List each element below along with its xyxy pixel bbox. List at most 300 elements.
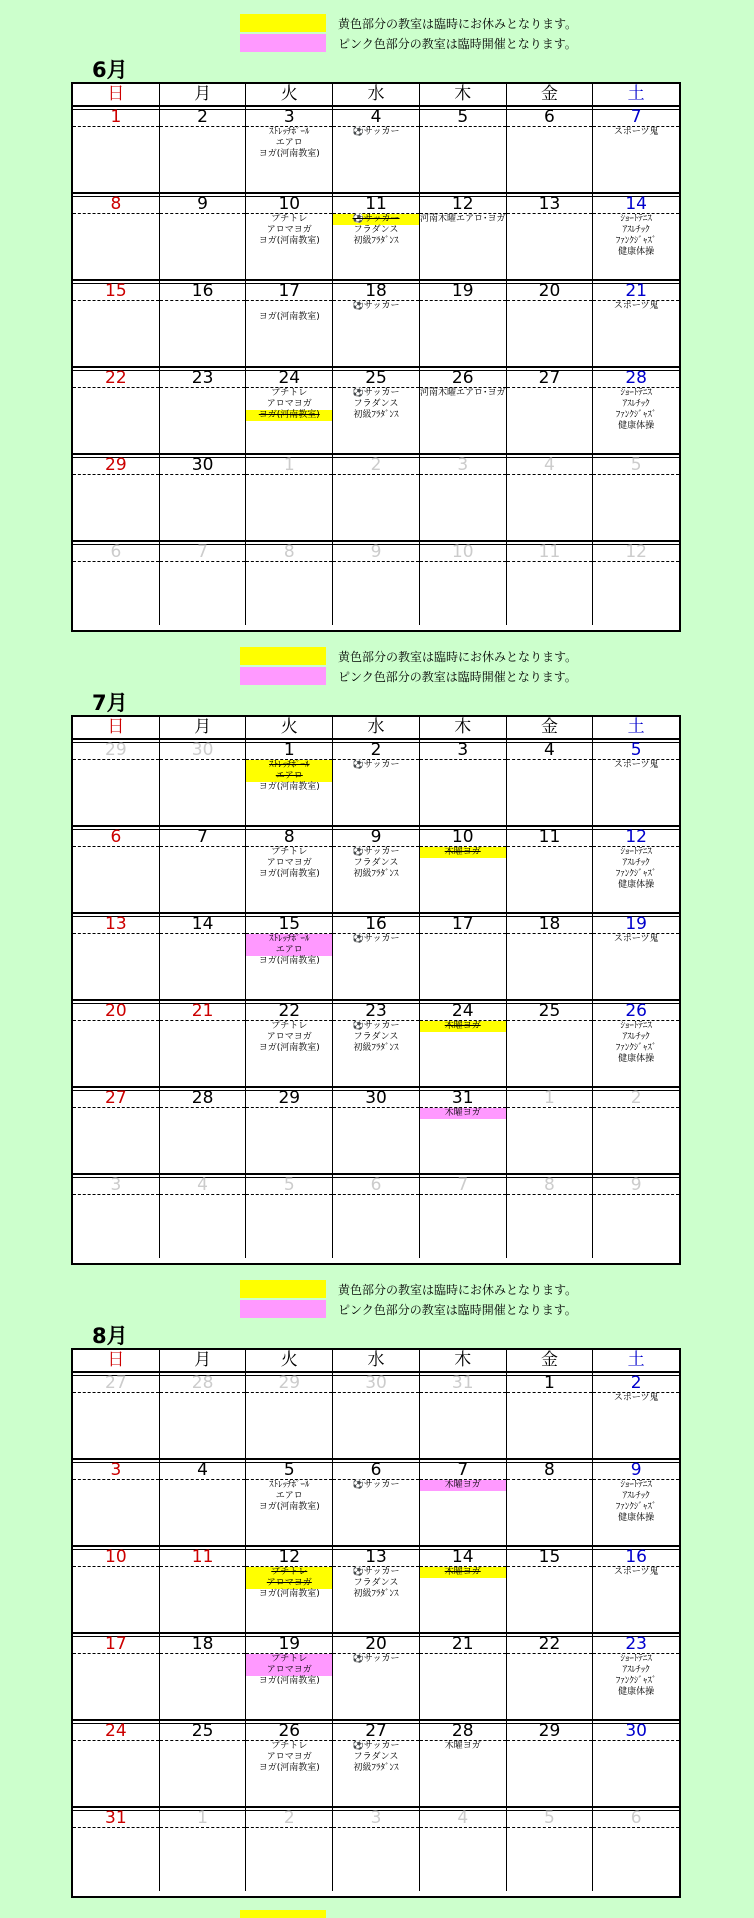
day-number: 4 bbox=[420, 1807, 506, 1828]
day-cell[interactable] bbox=[333, 1720, 420, 1806]
day-cell[interactable] bbox=[420, 1633, 507, 1719]
day-number: 11 bbox=[507, 826, 593, 847]
day-cell[interactable] bbox=[160, 193, 247, 279]
day-cell[interactable] bbox=[160, 826, 247, 912]
day-number: 12 bbox=[420, 193, 506, 214]
day-cell[interactable] bbox=[593, 193, 679, 279]
day-cell[interactable] bbox=[420, 1720, 507, 1806]
weekday-label: 木 bbox=[420, 84, 507, 105]
day-cell[interactable] bbox=[333, 541, 420, 625]
day-number: 14 bbox=[420, 1546, 506, 1567]
day-cell[interactable] bbox=[593, 1807, 679, 1891]
day-number: 13 bbox=[507, 193, 593, 214]
class-entry: ⚽サッカー bbox=[352, 760, 400, 770]
day-number: 28 bbox=[160, 1372, 246, 1393]
weekday-label: 月 bbox=[160, 1350, 247, 1371]
class-entry: スポーツ鬼 bbox=[613, 1393, 659, 1403]
day-number: 7 bbox=[160, 826, 246, 847]
class-entry: 健康体操 bbox=[618, 1513, 655, 1523]
day-number: 9 bbox=[593, 1174, 679, 1195]
day-number: 8 bbox=[507, 1459, 593, 1480]
day-cell[interactable] bbox=[333, 1372, 420, 1458]
day-cell[interactable] bbox=[333, 1633, 420, 1719]
day-cell[interactable] bbox=[420, 826, 507, 912]
day-cell[interactable] bbox=[420, 541, 507, 625]
class-entry: フラダンス bbox=[353, 858, 399, 868]
day-number: 1 bbox=[160, 1807, 246, 1828]
class-entry: ｱｽﾚﾁｯｸ bbox=[622, 399, 650, 409]
day-number: 1 bbox=[246, 454, 332, 475]
day-number: 1 bbox=[507, 1372, 593, 1393]
class-entry: スポーツ鬼 bbox=[613, 301, 659, 311]
day-cell[interactable] bbox=[507, 1372, 594, 1458]
day-cell[interactable] bbox=[420, 193, 507, 279]
legend-pink-swatch bbox=[240, 667, 326, 685]
day-number: 16 bbox=[160, 280, 246, 301]
weekday-label: 土 bbox=[627, 84, 645, 104]
class-entry: ⚽サッカー bbox=[352, 388, 400, 398]
day-number: 13 bbox=[333, 1546, 419, 1567]
class-entry: ⚽サッカー bbox=[352, 934, 400, 944]
day-number: 14 bbox=[593, 193, 679, 214]
day-cell[interactable] bbox=[160, 1174, 247, 1258]
class-entry: プチトレ bbox=[271, 1741, 308, 1751]
day-cell[interactable] bbox=[507, 1459, 594, 1545]
class-entry: プチトレ bbox=[246, 1654, 332, 1665]
class-entry: ⚽サッカー bbox=[352, 301, 400, 311]
class-entry: ｽﾄﾚｯﾁﾎﾟｰﾙ bbox=[269, 127, 310, 137]
day-cell[interactable] bbox=[160, 1000, 247, 1086]
day-cell[interactable] bbox=[246, 193, 333, 279]
day-number: 22 bbox=[507, 1633, 593, 1654]
day-cell[interactable] bbox=[593, 1087, 679, 1173]
day-number: 20 bbox=[507, 280, 593, 301]
day-cell[interactable] bbox=[246, 1372, 333, 1458]
day-cell[interactable] bbox=[593, 1174, 679, 1258]
class-entry: フラダンス bbox=[353, 1752, 399, 1762]
day-cell[interactable] bbox=[246, 1633, 333, 1719]
day-cell[interactable] bbox=[333, 1459, 420, 1545]
day-number: 11 bbox=[507, 541, 593, 562]
day-cell[interactable] bbox=[593, 913, 679, 999]
day-number: 26 bbox=[593, 1000, 679, 1021]
day-number: 8 bbox=[73, 193, 159, 214]
day-cell[interactable] bbox=[246, 1546, 333, 1632]
day-cell[interactable] bbox=[420, 1087, 507, 1173]
class-entry: ヨガ(河南教室) bbox=[258, 782, 320, 792]
day-cell[interactable] bbox=[246, 280, 333, 366]
day-cell[interactable] bbox=[246, 1087, 333, 1173]
day-number: 23 bbox=[333, 1000, 419, 1021]
day-cell[interactable] bbox=[333, 1174, 420, 1258]
legend-pink-text: ピンク色部分の教室は臨時開催となります。 bbox=[338, 670, 577, 684]
class-entry: ⚽サッカー bbox=[352, 1567, 400, 1577]
class-entry: 初級ﾌﾗﾀﾞﾝｽ bbox=[353, 1043, 399, 1053]
day-cell[interactable] bbox=[420, 1459, 507, 1545]
day-cell[interactable] bbox=[246, 1459, 333, 1545]
week-row bbox=[73, 1087, 679, 1174]
weekday-label: 水 bbox=[333, 1350, 420, 1371]
day-number: 3 bbox=[73, 1174, 159, 1195]
day-cell[interactable] bbox=[420, 913, 507, 999]
day-number: 25 bbox=[333, 367, 419, 388]
day-cell[interactable] bbox=[507, 1720, 594, 1806]
class-entry: スポーツ鬼 bbox=[613, 1567, 659, 1577]
class-entry: フラダンス bbox=[353, 1578, 399, 1588]
legend-pink-swatch bbox=[240, 1300, 326, 1318]
day-number: 5 bbox=[593, 454, 679, 475]
class-entry: アロマヨガ bbox=[266, 1752, 312, 1762]
day-cell[interactable] bbox=[246, 454, 333, 540]
day-cell[interactable] bbox=[160, 454, 247, 540]
day-number: 17 bbox=[73, 1633, 159, 1654]
day-cell[interactable] bbox=[593, 1000, 679, 1086]
class-entry: ﾌｧﾝｸｼﾞｬｽﾞ bbox=[615, 1676, 657, 1686]
class-entry: ｱｽﾚﾁｯｸ bbox=[622, 225, 650, 235]
weekday-label: 土 bbox=[627, 717, 645, 737]
day-number: 11 bbox=[160, 1546, 246, 1567]
day-cell[interactable] bbox=[593, 106, 679, 192]
class-entry: 木曜ヨガ bbox=[420, 1480, 506, 1491]
day-cell[interactable] bbox=[73, 1807, 160, 1891]
weekday-label: 金 bbox=[507, 717, 594, 738]
day-cell[interactable] bbox=[420, 1000, 507, 1086]
day-number: 10 bbox=[246, 193, 332, 214]
class-entry: アロマヨガ bbox=[266, 399, 312, 409]
day-cell[interactable] bbox=[593, 541, 679, 625]
weekday-label: 月 bbox=[160, 84, 247, 105]
day-cell[interactable] bbox=[593, 280, 679, 366]
day-cell[interactable] bbox=[507, 1633, 594, 1719]
day-cell[interactable] bbox=[73, 454, 160, 540]
class-entry: ヨガ(河南教室) bbox=[258, 1589, 320, 1599]
day-cell[interactable] bbox=[160, 541, 247, 625]
class-entry: ｱｽﾚﾁｯｸ bbox=[622, 1491, 650, 1501]
class-entry: フラダンス bbox=[353, 225, 399, 235]
week-row bbox=[73, 367, 679, 454]
day-number: 31 bbox=[420, 1372, 506, 1393]
day-cell[interactable] bbox=[73, 1546, 160, 1632]
day-number: 6 bbox=[73, 826, 159, 847]
legend-yellow-swatch-partial bbox=[240, 1910, 326, 1918]
day-number: 3 bbox=[420, 739, 506, 760]
day-cell[interactable] bbox=[420, 1174, 507, 1258]
weekday-label: 火 bbox=[246, 717, 333, 738]
class-entry: フラダンス bbox=[353, 399, 399, 409]
day-number: 27 bbox=[73, 1087, 159, 1108]
class-entry: ⚽サッカー bbox=[352, 847, 400, 857]
day-cell[interactable] bbox=[160, 913, 247, 999]
class-entry: 木曜ヨガ bbox=[420, 1021, 506, 1032]
day-cell[interactable] bbox=[593, 454, 679, 540]
week-row bbox=[73, 106, 679, 193]
day-cell[interactable] bbox=[593, 1459, 679, 1545]
legend-pink bbox=[240, 1300, 660, 1318]
day-cell[interactable] bbox=[73, 739, 160, 825]
class-entry: ﾌｧﾝｸｼﾞｬｽﾞ bbox=[615, 1043, 657, 1053]
day-number: 9 bbox=[593, 1459, 679, 1480]
day-cell[interactable] bbox=[507, 1000, 594, 1086]
weekday-label: 日 bbox=[73, 1350, 160, 1371]
day-number: 12 bbox=[593, 541, 679, 562]
class-entry: 健康体操 bbox=[618, 1054, 655, 1064]
class-entry: スポーツ鬼 bbox=[613, 760, 659, 770]
day-number: 5 bbox=[246, 1174, 332, 1195]
day-number: 19 bbox=[246, 1633, 332, 1654]
day-cell[interactable] bbox=[246, 1000, 333, 1086]
day-number: 18 bbox=[160, 1633, 246, 1654]
day-cell[interactable] bbox=[420, 280, 507, 366]
day-number: 28 bbox=[420, 1720, 506, 1741]
legend-pink-text: ピンク色部分の教室は臨時開催となります。 bbox=[338, 37, 577, 51]
day-cell[interactable] bbox=[420, 454, 507, 540]
class-entry: ｼｮｰﾄﾃﾆｽ bbox=[620, 1021, 652, 1031]
day-cell[interactable] bbox=[507, 913, 594, 999]
day-cell[interactable] bbox=[333, 1087, 420, 1173]
day-cell[interactable] bbox=[73, 1720, 160, 1806]
legend-yellow-swatch bbox=[240, 14, 326, 32]
day-number: 7 bbox=[420, 1174, 506, 1195]
legend-yellow bbox=[240, 647, 660, 665]
class-entry: 初級ﾌﾗﾀﾞﾝｽ bbox=[353, 1763, 399, 1773]
day-number: 5 bbox=[593, 739, 679, 760]
month-title: 6月 bbox=[92, 58, 128, 82]
day-cell[interactable] bbox=[593, 367, 679, 453]
day-number: 2 bbox=[160, 106, 246, 127]
day-number: 7 bbox=[160, 541, 246, 562]
day-cell[interactable] bbox=[246, 826, 333, 912]
month-title: 7月 bbox=[92, 691, 128, 715]
day-cell[interactable] bbox=[333, 1546, 420, 1632]
day-cell[interactable] bbox=[73, 1459, 160, 1545]
day-number: 3 bbox=[333, 1807, 419, 1828]
day-cell[interactable] bbox=[73, 1174, 160, 1258]
day-cell[interactable] bbox=[593, 1720, 679, 1806]
day-number: 23 bbox=[160, 367, 246, 388]
day-cell[interactable] bbox=[160, 739, 247, 825]
day-number: 20 bbox=[73, 1000, 159, 1021]
day-cell[interactable] bbox=[507, 1807, 594, 1891]
day-cell[interactable] bbox=[73, 280, 160, 366]
day-number: 7 bbox=[420, 1459, 506, 1480]
class-entry: 健康体操 bbox=[618, 1687, 655, 1697]
class-entry: ｽﾄﾚｯﾁﾎﾟｰﾙ bbox=[246, 934, 332, 945]
day-number: 21 bbox=[160, 1000, 246, 1021]
legend-yellow-text: 黄色部分の教室は臨時にお休みとなります。 bbox=[338, 17, 578, 31]
day-number: 5 bbox=[420, 106, 506, 127]
day-cell[interactable] bbox=[507, 454, 594, 540]
day-number: 6 bbox=[73, 541, 159, 562]
day-cell[interactable] bbox=[507, 541, 594, 625]
class-entry: ヨガ(河南教室) bbox=[258, 236, 320, 246]
class-entry: ⚽サッカー bbox=[352, 1741, 400, 1751]
class-entry: エアロ bbox=[275, 1491, 303, 1501]
legend-pink-text: ピンク色部分の教室は臨時開催となります。 bbox=[338, 1303, 577, 1317]
class-entry: ｼｮｰﾄﾃﾆｽ bbox=[620, 847, 652, 857]
day-cell[interactable] bbox=[160, 1459, 247, 1545]
day-cell[interactable] bbox=[593, 1633, 679, 1719]
day-cell[interactable] bbox=[593, 739, 679, 825]
day-cell[interactable] bbox=[507, 106, 594, 192]
day-cell[interactable] bbox=[73, 106, 160, 192]
day-cell[interactable] bbox=[246, 1720, 333, 1806]
day-number: 4 bbox=[333, 106, 419, 127]
day-number: 30 bbox=[160, 454, 246, 475]
day-cell[interactable] bbox=[593, 1546, 679, 1632]
class-entry: エアロ bbox=[246, 945, 332, 956]
day-cell[interactable] bbox=[420, 1372, 507, 1458]
day-cell[interactable] bbox=[73, 1372, 160, 1458]
day-cell[interactable] bbox=[507, 1546, 594, 1632]
week-row bbox=[73, 1546, 679, 1633]
class-entry: 木曜ヨガ bbox=[420, 1567, 506, 1578]
day-cell[interactable] bbox=[160, 1087, 247, 1173]
class-entry: プチトレ bbox=[246, 1567, 332, 1578]
day-cell[interactable] bbox=[333, 739, 420, 825]
day-cell[interactable] bbox=[420, 106, 507, 192]
day-cell[interactable] bbox=[593, 1372, 679, 1458]
day-cell[interactable] bbox=[246, 541, 333, 625]
day-number: 15 bbox=[73, 280, 159, 301]
class-entry: アロマヨガ bbox=[266, 1032, 312, 1042]
day-cell[interactable] bbox=[333, 454, 420, 540]
day-cell[interactable] bbox=[73, 367, 160, 453]
weekday-header bbox=[73, 1350, 679, 1372]
class-entry: ヨガ(河南教室) bbox=[258, 956, 320, 966]
calendar-grid bbox=[71, 1348, 681, 1898]
weekday-label: 金 bbox=[507, 84, 594, 105]
class-entry: ヨガ(河南教室) bbox=[258, 312, 320, 322]
class-entry: ﾌｧﾝｸｼﾞｬｽﾞ bbox=[615, 1502, 657, 1512]
day-cell[interactable] bbox=[333, 826, 420, 912]
day-cell[interactable] bbox=[160, 1546, 247, 1632]
class-entry: ﾌｧﾝｸｼﾞｬｽﾞ bbox=[615, 869, 657, 879]
day-cell[interactable] bbox=[246, 1174, 333, 1258]
day-number: 2 bbox=[593, 1372, 679, 1393]
class-entry: 初級ﾌﾗﾀﾞﾝｽ bbox=[353, 1589, 399, 1599]
day-cell[interactable] bbox=[333, 367, 420, 453]
day-cell[interactable] bbox=[246, 106, 333, 192]
day-cell[interactable] bbox=[73, 913, 160, 999]
week-row bbox=[73, 541, 679, 625]
day-number: 10 bbox=[73, 1546, 159, 1567]
day-number: 28 bbox=[160, 1087, 246, 1108]
day-number: 3 bbox=[420, 454, 506, 475]
day-cell[interactable] bbox=[507, 739, 594, 825]
day-cell[interactable] bbox=[246, 1807, 333, 1891]
day-cell[interactable] bbox=[420, 1546, 507, 1632]
class-entry: ｼｮｰﾄﾃﾆｽ bbox=[620, 1480, 652, 1490]
day-number: 6 bbox=[333, 1459, 419, 1480]
class-entry: 初級ﾌﾗﾀﾞﾝｽ bbox=[353, 869, 399, 879]
week-row bbox=[73, 193, 679, 280]
day-number: 1 bbox=[73, 106, 159, 127]
week-row bbox=[73, 1000, 679, 1087]
day-number: 15 bbox=[246, 913, 332, 934]
day-cell[interactable] bbox=[160, 1372, 247, 1458]
day-number: 17 bbox=[420, 913, 506, 934]
day-cell[interactable] bbox=[73, 1000, 160, 1086]
day-cell[interactable] bbox=[160, 367, 247, 453]
class-entry bbox=[246, 301, 332, 312]
day-number: 24 bbox=[73, 1720, 159, 1741]
day-cell[interactable] bbox=[593, 826, 679, 912]
day-cell[interactable] bbox=[333, 280, 420, 366]
day-cell[interactable] bbox=[420, 367, 507, 453]
class-entry: 健康体操 bbox=[618, 880, 655, 890]
day-cell[interactable] bbox=[160, 106, 247, 192]
day-number: 16 bbox=[593, 1546, 679, 1567]
day-cell[interactable] bbox=[333, 106, 420, 192]
day-number: 30 bbox=[333, 1372, 419, 1393]
day-cell[interactable] bbox=[507, 193, 594, 279]
week-row bbox=[73, 1633, 679, 1720]
day-cell[interactable] bbox=[333, 913, 420, 999]
class-entry: ｽﾄﾚｯﾁﾎﾟｰﾙ bbox=[269, 1480, 310, 1490]
day-number: 29 bbox=[246, 1087, 332, 1108]
day-cell[interactable] bbox=[420, 739, 507, 825]
class-entry: ｼｮｰﾄﾃﾆｽ bbox=[620, 214, 652, 224]
day-number: 7 bbox=[593, 106, 679, 127]
day-cell[interactable] bbox=[246, 367, 333, 453]
day-cell[interactable] bbox=[420, 1807, 507, 1891]
day-number: 15 bbox=[507, 1546, 593, 1567]
day-cell[interactable] bbox=[246, 913, 333, 999]
day-cell[interactable] bbox=[333, 193, 420, 279]
day-cell[interactable] bbox=[73, 826, 160, 912]
class-entry: ヨガ(河南教室) bbox=[258, 869, 320, 879]
day-cell[interactable] bbox=[333, 1000, 420, 1086]
legend-yellow-swatch bbox=[240, 647, 326, 665]
day-number: 3 bbox=[246, 106, 332, 127]
day-number: 6 bbox=[333, 1174, 419, 1195]
day-number: 24 bbox=[420, 1000, 506, 1021]
day-cell[interactable] bbox=[160, 1807, 247, 1891]
day-number: 12 bbox=[246, 1546, 332, 1567]
day-cell[interactable] bbox=[507, 367, 594, 453]
day-cell[interactable] bbox=[507, 280, 594, 366]
class-entry: ⚽サッカー bbox=[352, 1654, 400, 1664]
day-number: 11 bbox=[333, 193, 419, 214]
day-cell[interactable] bbox=[73, 1633, 160, 1719]
day-cell[interactable] bbox=[507, 826, 594, 912]
week-row bbox=[73, 1174, 679, 1258]
class-entry: ｱｽﾚﾁｯｸ bbox=[622, 1665, 650, 1675]
day-cell[interactable] bbox=[333, 1807, 420, 1891]
weekday-label: 日 bbox=[73, 84, 160, 105]
weekday-label: 木 bbox=[420, 1350, 507, 1371]
day-cell[interactable] bbox=[160, 280, 247, 366]
day-cell[interactable] bbox=[160, 1720, 247, 1806]
day-cell[interactable] bbox=[73, 1087, 160, 1173]
day-number: 23 bbox=[593, 1633, 679, 1654]
legend-pink-swatch bbox=[240, 34, 326, 52]
day-number: 5 bbox=[246, 1459, 332, 1480]
day-number: 8 bbox=[246, 826, 332, 847]
day-cell[interactable] bbox=[507, 1087, 594, 1173]
day-cell[interactable] bbox=[73, 541, 160, 625]
class-entry: ｽﾄﾚｯﾁﾎﾟｰﾙ bbox=[246, 760, 332, 771]
class-entry: 河南木曜エアロ･ヨガ bbox=[419, 388, 506, 398]
day-number: 10 bbox=[420, 541, 506, 562]
day-cell[interactable] bbox=[73, 193, 160, 279]
day-cell[interactable] bbox=[246, 739, 333, 825]
class-entry: スポーツ鬼 bbox=[613, 127, 659, 137]
day-cell[interactable] bbox=[507, 1174, 594, 1258]
day-cell[interactable] bbox=[160, 1633, 247, 1719]
day-number: 17 bbox=[246, 280, 332, 301]
week-row bbox=[73, 1372, 679, 1459]
